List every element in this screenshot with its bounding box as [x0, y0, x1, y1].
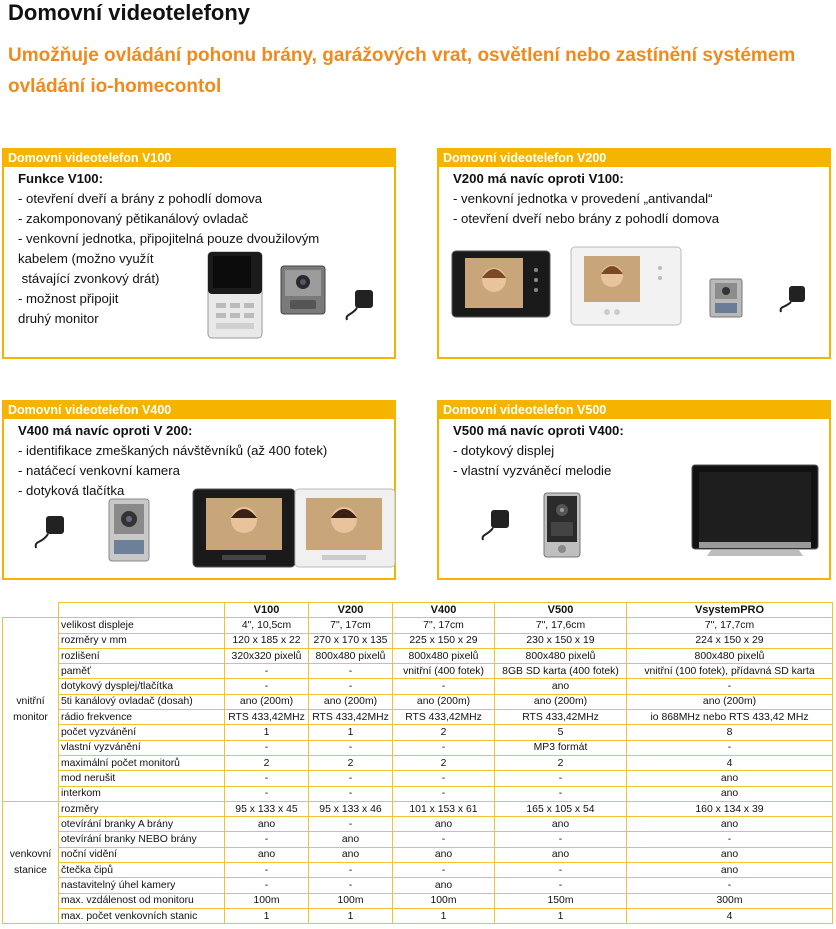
- page-subtitle: Umožňuje ovládání pohonu brány, garážových vrat, osvětlení nebo zastínění systémem ovládání io-homecontol: [8, 45, 796, 97]
- table-row: [3, 817, 833, 832]
- feature-line: - venkovní jednotka, připojitelná pouze dvoužilovým: [18, 231, 320, 246]
- feature-line: stávající zvonkový drát): [18, 271, 160, 286]
- table-cell: -: [225, 664, 309, 679]
- row-label: max. počet venkovních stanic: [59, 908, 225, 923]
- panel-lead: V200 má navíc oproti V100:: [453, 171, 624, 186]
- table-cell: 1: [309, 908, 393, 923]
- table-cell: 8: [627, 725, 833, 740]
- table-cell: 2: [393, 725, 495, 740]
- table-cell: 270 x 170 x 135: [309, 633, 393, 648]
- table-cell: RTS 433,42MHz: [495, 710, 627, 725]
- panel-v200: [437, 148, 831, 359]
- table-cell: ano: [225, 847, 309, 862]
- row-label: počet vyzvánění: [59, 725, 225, 740]
- power-adapter-image: [343, 288, 379, 322]
- panel-v500: [437, 400, 831, 580]
- table-cell: io 868MHz nebo RTS 433,42 MHz: [627, 710, 833, 725]
- table-cell: ano: [495, 679, 627, 694]
- table-cell: 2: [495, 755, 627, 770]
- table-cell: 800x480 pixelů: [393, 648, 495, 663]
- feature-line: - identifikace zmeškaných návštěvníků (až 400 fotek): [18, 443, 328, 458]
- table-cell: ano (200m): [225, 694, 309, 709]
- table-row: [3, 832, 833, 847]
- table-cell: -: [495, 863, 627, 878]
- table-cell: -: [225, 832, 309, 847]
- table-cell: ano: [393, 817, 495, 832]
- table-row: [3, 633, 833, 648]
- row-label: paměť: [59, 664, 225, 679]
- table-row: [3, 878, 833, 893]
- table-cell: -: [495, 832, 627, 847]
- column-header: V400: [393, 603, 495, 618]
- outdoor-station-image: [280, 265, 326, 315]
- page-title: Domovní videotelefony: [8, 0, 251, 25]
- table-row: [3, 908, 833, 923]
- power-adapter-image: [32, 514, 72, 550]
- table-cell: ano: [627, 817, 833, 832]
- group-label: venkovní stanice: [3, 801, 59, 923]
- table-cell: -: [225, 740, 309, 755]
- empty-header-cell: [3, 603, 59, 618]
- table-cell: ano: [309, 832, 393, 847]
- feature-line: - otevření dveří nebo brány z pohodlí domova: [453, 211, 720, 226]
- row-label: mod nerušit: [59, 771, 225, 786]
- table-cell: ano (200m): [627, 694, 833, 709]
- table-row: [3, 863, 833, 878]
- row-label: rádio frekvence: [59, 710, 225, 725]
- table-row: [3, 771, 833, 786]
- table-cell: -: [495, 786, 627, 801]
- table-cell: 7", 17cm: [393, 618, 495, 633]
- spec-table: [2, 602, 833, 924]
- table-row: [3, 710, 833, 725]
- table-cell: -: [627, 878, 833, 893]
- table-cell: -: [627, 832, 833, 847]
- table-row: [3, 893, 833, 908]
- column-header: VsystemPRO: [627, 603, 833, 618]
- row-label: 5ti kanálový ovladač (dosah): [59, 694, 225, 709]
- panel-body: [439, 167, 829, 229]
- table-cell: -: [225, 771, 309, 786]
- table-cell: 7", 17,7cm: [627, 618, 833, 633]
- monitor-touchscreen-image: [691, 464, 819, 558]
- feature-line: druhý monitor: [18, 311, 99, 326]
- table-cell: 1: [393, 908, 495, 923]
- table-cell: -: [309, 740, 393, 755]
- power-adapter-image: [479, 508, 515, 542]
- outdoor-station-image: [108, 498, 150, 562]
- row-label: otevírání branky A brány: [59, 817, 225, 832]
- table-cell: -: [309, 679, 393, 694]
- monitor-image: [207, 251, 263, 339]
- table-cell: -: [309, 878, 393, 893]
- table-cell: -: [393, 740, 495, 755]
- table-row: [3, 847, 833, 862]
- column-header: V500: [495, 603, 627, 618]
- table-cell: RTS 433,42MHz: [309, 710, 393, 725]
- monitor-white-image: [570, 246, 682, 326]
- table-cell: 800x480 pixelů: [627, 648, 833, 663]
- table-cell: -: [225, 878, 309, 893]
- outdoor-station-image: [543, 492, 581, 558]
- table-cell: 1: [309, 725, 393, 740]
- table-cell: 160 x 134 x 39: [627, 801, 833, 816]
- table-cell: 4: [627, 755, 833, 770]
- table-cell: 95 x 133 x 46: [309, 801, 393, 816]
- table-cell: ano: [495, 817, 627, 832]
- table-cell: 7", 17,6cm: [495, 618, 627, 633]
- table-row: [3, 618, 833, 633]
- table-cell: 150m: [495, 893, 627, 908]
- table-cell: ano (200m): [495, 694, 627, 709]
- table-cell: -: [309, 817, 393, 832]
- group-label: vnitřní monitor: [3, 618, 59, 802]
- row-label: rozměry: [59, 801, 225, 816]
- table-row: [3, 694, 833, 709]
- panel-v100: [2, 148, 396, 359]
- table-cell: ano: [225, 817, 309, 832]
- table-cell: 800x480 pixelů: [495, 648, 627, 663]
- table-cell: 8GB SD karta (400 fotek): [495, 664, 627, 679]
- table-cell: -: [495, 771, 627, 786]
- row-label: nastavitelný úhel kamery: [59, 878, 225, 893]
- monitor-black-image: [192, 488, 296, 568]
- panel-lead: V500 má navíc oproti V400:: [453, 423, 624, 438]
- row-label: otevírání branky NEBO brány: [59, 832, 225, 847]
- table-cell: -: [225, 786, 309, 801]
- row-label: max. vzdálenost od monitoru: [59, 893, 225, 908]
- table-cell: -: [309, 786, 393, 801]
- table-row: [3, 664, 833, 679]
- table-cell: 300m: [627, 893, 833, 908]
- row-label: interkom: [59, 786, 225, 801]
- table-cell: ano: [309, 847, 393, 862]
- table-row: [3, 725, 833, 740]
- table-row: [3, 755, 833, 770]
- table-header-row: [3, 603, 833, 618]
- table-cell: 1: [495, 908, 627, 923]
- row-label: noční vidění: [59, 847, 225, 862]
- table-cell: 120 x 185 x 22: [225, 633, 309, 648]
- table-cell: 1: [225, 908, 309, 923]
- table-cell: -: [393, 679, 495, 694]
- table-cell: -: [393, 863, 495, 878]
- table-cell: 100m: [393, 893, 495, 908]
- monitor-white-image: [294, 488, 396, 568]
- table-cell: 165 x 105 x 54: [495, 801, 627, 816]
- table-cell: 7", 17cm: [309, 618, 393, 633]
- table-cell: 230 x 150 x 19: [495, 633, 627, 648]
- table-cell: 100m: [225, 893, 309, 908]
- table-cell: -: [225, 863, 309, 878]
- feature-line: - dotykový displej: [453, 443, 555, 458]
- row-label: rozlišení: [59, 648, 225, 663]
- panel-header: Domovní videotelefon V200: [439, 150, 829, 167]
- row-label: velikost displeje: [59, 618, 225, 633]
- panel-lead: Funkce V100:: [18, 171, 104, 186]
- table-cell: 2: [309, 755, 393, 770]
- table-cell: -: [393, 786, 495, 801]
- table-cell: 1: [225, 725, 309, 740]
- table-cell: 5: [495, 725, 627, 740]
- table-cell: ano: [627, 786, 833, 801]
- table-cell: -: [309, 664, 393, 679]
- row-label: vlastní vyzvánění: [59, 740, 225, 755]
- table-cell: ano: [495, 847, 627, 862]
- panel-v400: [2, 400, 396, 580]
- table-cell: -: [627, 679, 833, 694]
- feature-line: - dotyková tlačítka: [18, 483, 125, 498]
- table-cell: -: [627, 740, 833, 755]
- table-cell: RTS 433,42MHz: [225, 710, 309, 725]
- panel-lead: V400 má navíc oproti V 200:: [18, 423, 193, 438]
- power-adapter-image: [777, 284, 811, 314]
- empty-header-cell: [59, 603, 225, 618]
- table-cell: 224 x 150 x 29: [627, 633, 833, 648]
- table-cell: MP3 formát: [495, 740, 627, 755]
- feature-line: - zakomponovaný pětikanálový ovladač: [18, 211, 249, 226]
- table-row: [3, 801, 833, 816]
- table-row: [3, 786, 833, 801]
- table-cell: -: [393, 832, 495, 847]
- table-cell: 320x320 pixelů: [225, 648, 309, 663]
- table-cell: 2: [393, 755, 495, 770]
- panel-body: [4, 167, 394, 329]
- table-row: [3, 740, 833, 755]
- table-cell: ano: [393, 878, 495, 893]
- feature-line: - vlastní vyzváněcí melodie: [453, 463, 612, 478]
- row-label: čtečka čipů: [59, 863, 225, 878]
- table-row: [3, 679, 833, 694]
- table-cell: ano (200m): [309, 694, 393, 709]
- table-cell: vnitřní (100 fotek), přídavná SD karta: [627, 664, 833, 679]
- panel-header: Domovní videotelefon V100: [4, 150, 394, 167]
- table-cell: 101 x 153 x 61: [393, 801, 495, 816]
- table-cell: -: [225, 679, 309, 694]
- feature-line: - venkovní jednotka v provedení „antivandal“: [453, 191, 713, 206]
- table-cell: -: [309, 863, 393, 878]
- panel-header: Domovní videotelefon V500: [439, 402, 829, 419]
- table-cell: ano: [627, 771, 833, 786]
- monitor-black-image: [451, 250, 551, 318]
- outdoor-station-image: [709, 278, 743, 318]
- table-cell: ano: [627, 847, 833, 862]
- table-cell: -: [495, 878, 627, 893]
- table-cell: 800x480 pixelů: [309, 648, 393, 663]
- feature-line: kabelem (možno využít: [18, 251, 154, 266]
- column-header: V200: [309, 603, 393, 618]
- table-cell: 4: [627, 908, 833, 923]
- table-cell: 4", 10,5cm: [225, 618, 309, 633]
- table-cell: ano (200m): [393, 694, 495, 709]
- table-cell: ano: [393, 847, 495, 862]
- table-cell: 100m: [309, 893, 393, 908]
- table-cell: RTS 433,42MHz: [393, 710, 495, 725]
- table-row: [3, 648, 833, 663]
- table-cell: 95 x 133 x 45: [225, 801, 309, 816]
- panel-header: Domovní videotelefon V400: [4, 402, 394, 419]
- feature-line: - natáčecí venkovní kamera: [18, 463, 180, 478]
- table-cell: -: [393, 771, 495, 786]
- column-header: V100: [225, 603, 309, 618]
- table-cell: -: [309, 771, 393, 786]
- table-cell: 2: [225, 755, 309, 770]
- table-cell: vnitřní (400 fotek): [393, 664, 495, 679]
- spec-table-body: [3, 618, 833, 924]
- row-label: rozměry v mm: [59, 633, 225, 648]
- table-cell: ano: [627, 863, 833, 878]
- table-cell: 225 x 150 x 29: [393, 633, 495, 648]
- row-label: dotykový dysplej/tlačítka: [59, 679, 225, 694]
- row-label: maximální počet monitorů: [59, 755, 225, 770]
- feature-line: - otevření dveří a brány z pohodlí domova: [18, 191, 263, 206]
- feature-line: - možnost připojit: [18, 291, 119, 306]
